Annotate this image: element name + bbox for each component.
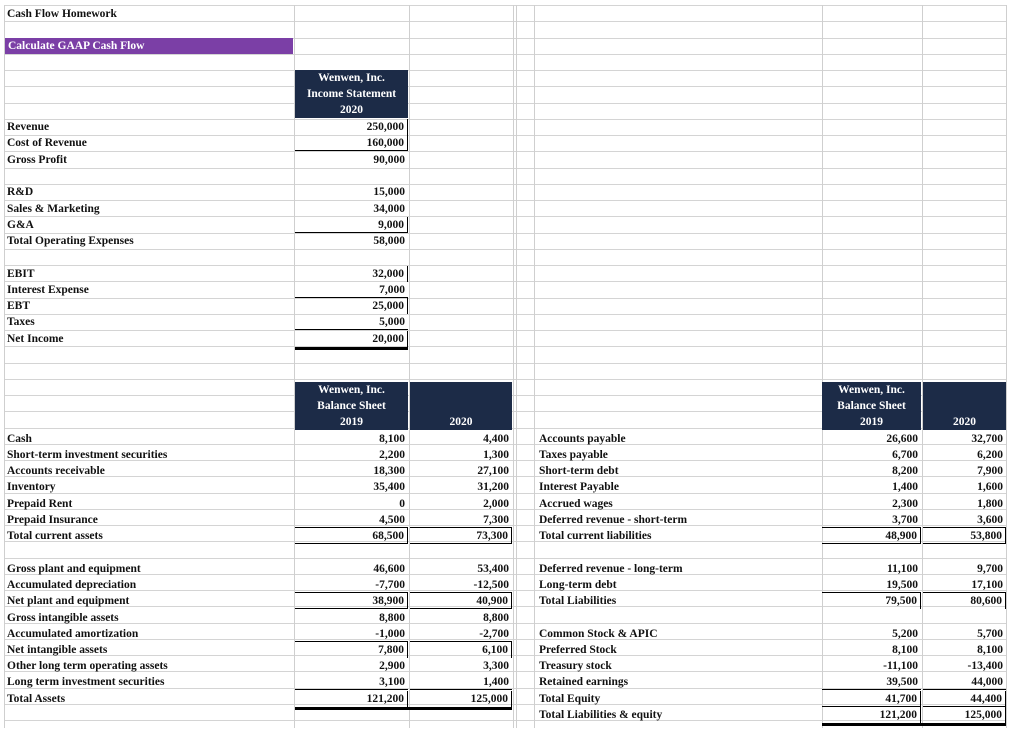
bs-asset-2020-net-ppe[interactable]: 40,900 <box>410 593 512 609</box>
bs-asset-2019-prepaid-insurance[interactable]: 4,500 <box>295 512 408 528</box>
bs-liab-2019-st-debt[interactable]: 8,200 <box>892 465 918 477</box>
bs-liab-label-deferred-lt: Deferred revenue - long-term <box>539 563 683 575</box>
is-label-cost-of-revenue: Cost of Revenue <box>7 137 87 149</box>
bs-assets-blank-header-2 <box>410 398 512 414</box>
bs-liab-2019-deferred-lt[interactable]: 11,100 <box>887 563 918 575</box>
bs-liab-2020-interest-payable[interactable]: 1,600 <box>977 481 1003 493</box>
bs-assets-company-header: Wenwen, Inc. <box>295 382 408 398</box>
is-value-interest-expense[interactable]: 7,000 <box>295 282 408 298</box>
bs-asset-2020-inventory[interactable]: 31,200 <box>477 481 509 493</box>
bs-asset-2019-net-ppe[interactable]: 38,900 <box>295 593 408 609</box>
bs-eq-label-common-stock: Common Stock & APIC <box>539 628 658 640</box>
bs-asset-2020-receivable[interactable]: 27,100 <box>477 465 509 477</box>
bs-liab-2019-taxes-payable[interactable]: 6,700 <box>892 449 918 461</box>
bs-liab-2020-deferred-lt[interactable]: 9,700 <box>977 563 1003 575</box>
bs-eq-label-total-equity: Total Equity <box>539 693 601 705</box>
bs-assets-year-2019-header: 2019 <box>295 414 408 430</box>
bs-eq-2019-treasury-stock[interactable]: -11,100 <box>883 660 918 672</box>
is-label-sales-marketing: Sales & Marketing <box>7 203 100 215</box>
bs-eq-label-retained-earnings: Retained earnings <box>539 676 629 688</box>
bs-assets-title-header: Balance Sheet <box>295 398 408 414</box>
bs-asset-2020-cash[interactable]: 4,400 <box>483 433 509 445</box>
bs-asset-label-acc-depreciation: Accumulated depreciation <box>7 579 137 591</box>
is-label-ebit: EBIT <box>7 268 35 280</box>
bs-asset-2020-acc-depreciation[interactable]: -12,500 <box>410 577 512 593</box>
bs-liab-year-2020-header: 2020 <box>923 414 1006 430</box>
bs-liab-2019-deferred-st[interactable]: 3,700 <box>822 512 921 528</box>
bs-liab-label-accrued-wages: Accrued wages <box>539 498 613 510</box>
bs-asset-label-net-intangible: Net intangible assets <box>7 644 108 656</box>
bs-eq-2020-common-stock[interactable]: 5,700 <box>977 628 1003 640</box>
bs-asset-2020-lt-investments[interactable]: 1,400 <box>410 674 512 690</box>
net-income-double-rule <box>295 347 408 350</box>
bs-asset-2019-receivable[interactable]: 18,300 <box>373 465 405 477</box>
bs-asset-2019-inventory[interactable]: 35,400 <box>373 481 405 493</box>
bs-asset-label-gross-intangible: Gross intangible assets <box>7 612 119 624</box>
bs-asset-2019-prepaid-rent[interactable]: 0 <box>399 498 405 510</box>
bs-asset-2019-cash[interactable]: 8,100 <box>379 433 405 445</box>
bs-liab-2019-interest-payable[interactable]: 1,400 <box>892 481 918 493</box>
bs-liab-label-accounts-payable: Accounts payable <box>539 433 626 445</box>
is-label-ga: G&A <box>7 219 34 231</box>
bs-liab-2020-accounts-payable[interactable]: 32,700 <box>971 433 1003 445</box>
total-liab-equity-double-rule <box>822 723 1006 726</box>
income-statement-year-header: 2020 <box>295 102 408 118</box>
bs-asset-label-total-current: Total current assets <box>7 530 103 542</box>
bs-liab-label-lt-debt: Long-term debt <box>539 579 617 591</box>
bs-liab-2020-total-current[interactable]: 53,800 <box>923 528 1006 544</box>
bs-liab-2020-deferred-st[interactable]: 3,600 <box>923 512 1006 528</box>
bs-eq-label-preferred-stock: Preferred Stock <box>539 644 617 656</box>
bs-liab-2020-accrued-wages[interactable]: 1,800 <box>977 498 1003 510</box>
bs-eq-2019-total-equity[interactable]: 41,700 <box>822 691 921 707</box>
bs-asset-2019-net-intangible[interactable]: 7,800 <box>295 642 408 658</box>
bs-eq-2020-total-liab-equity[interactable]: 125,000 <box>923 707 1006 723</box>
bs-asset-label-prepaid-rent: Prepaid Rent <box>7 498 73 510</box>
bs-eq-label-total-liab-equity: Total Liabilities & equity <box>539 709 663 721</box>
is-value-cost-of-revenue[interactable]: 160,000 <box>295 135 408 151</box>
bs-liab-blank-header-1 <box>923 382 1006 398</box>
bs-asset-2020-total-current[interactable]: 73,300 <box>410 528 512 544</box>
bs-liab-2019-total-liabilities[interactable]: 79,500 <box>822 593 921 609</box>
bs-assets-blank-header-1 <box>410 382 512 398</box>
bs-asset-label-st-investments: Short-term investment securities <box>7 449 168 461</box>
bs-asset-2020-prepaid-insurance[interactable]: 7,300 <box>410 512 512 528</box>
is-label-taxes: Taxes <box>7 316 35 328</box>
income-statement-company-header: Wenwen, Inc. <box>295 70 408 86</box>
income-statement-title-header: Income Statement <box>295 86 408 102</box>
bs-eq-2019-total-liab-equity[interactable]: 121,200 <box>822 707 921 723</box>
is-label-total-opex: Total Operating Expenses <box>7 235 134 247</box>
bs-eq-2020-total-equity[interactable]: 44,400 <box>923 691 1006 707</box>
bs-asset-2019-total-current[interactable]: 68,500 <box>295 528 408 544</box>
bs-liab-2020-total-liabilities[interactable]: 80,600 <box>923 593 1006 609</box>
is-value-gross-profit[interactable]: 90,000 <box>373 154 405 166</box>
bs-liab-2020-lt-debt[interactable]: 17,100 <box>923 577 1006 593</box>
bs-liab-label-total-current: Total current liabilities <box>539 530 652 542</box>
bs-liab-title-header: Balance Sheet <box>822 398 921 414</box>
section-label[interactable]: Calculate GAAP Cash Flow <box>5 38 293 54</box>
bs-asset-label-total-assets: Total Assets <box>7 693 66 705</box>
is-label-net-income: Net Income <box>7 333 64 345</box>
is-label-interest-expense: Interest Expense <box>7 284 89 296</box>
is-value-ga[interactable]: 9,000 <box>295 217 408 233</box>
bs-eq-2020-treasury-stock[interactable]: -13,400 <box>967 660 1003 672</box>
bs-assets-year-2020-header: 2020 <box>410 414 512 430</box>
bs-asset-2019-gross-intangible[interactable]: 8,800 <box>379 612 405 624</box>
is-value-sales-marketing[interactable]: 34,000 <box>373 203 405 215</box>
bs-asset-label-acc-amortization: Accumulated amortization <box>7 628 139 640</box>
bs-eq-2019-preferred-stock[interactable]: 8,100 <box>892 644 918 656</box>
bs-liab-label-total-liabilities: Total Liabilities <box>539 595 617 607</box>
bs-asset-2019-st-investments[interactable]: 2,200 <box>379 449 405 461</box>
bs-liab-2020-st-debt[interactable]: 7,900 <box>977 465 1003 477</box>
bs-liab-label-st-debt: Short-term debt <box>539 465 619 477</box>
is-label-revenue: Revenue <box>7 121 50 133</box>
is-value-revenue[interactable]: 250,000 <box>295 119 408 135</box>
bs-asset-2020-net-intangible[interactable]: 6,100 <box>410 642 512 658</box>
bs-eq-2019-common-stock[interactable]: 5,200 <box>892 628 918 640</box>
bs-asset-2020-gross-intangible[interactable]: 8,800 <box>483 612 509 624</box>
is-value-taxes[interactable]: 5,000 <box>295 314 408 330</box>
bs-asset-label-lt-investments: Long term investment securities <box>7 676 165 688</box>
bs-asset-2020-acc-amortization[interactable]: -2,700 <box>410 626 512 642</box>
bs-asset-2020-total-assets[interactable]: 125,000 <box>410 691 512 707</box>
is-label-gross-profit: Gross Profit <box>7 154 67 166</box>
bs-liab-label-taxes-payable: Taxes payable <box>539 449 608 461</box>
bs-liab-2019-total-current[interactable]: 48,900 <box>822 528 921 544</box>
is-value-ebit[interactable]: 32,000 <box>295 266 408 282</box>
is-value-ebt[interactable]: 25,000 <box>295 298 408 314</box>
bs-asset-2020-prepaid-rent[interactable]: 2,000 <box>483 498 509 510</box>
is-label-ebt: EBT <box>7 300 31 312</box>
bs-liab-2019-accounts-payable[interactable]: 26,600 <box>886 433 918 445</box>
bs-eq-2020-preferred-stock[interactable]: 8,100 <box>977 644 1003 656</box>
bs-liab-2019-lt-debt[interactable]: 19,500 <box>822 577 921 593</box>
bs-liab-year-2019-header: 2019 <box>822 414 921 430</box>
bs-asset-label-gross-ppe: Gross plant and equipment <box>7 563 141 575</box>
is-value-net-income[interactable]: 20,000 <box>295 331 408 347</box>
bs-eq-2020-retained-earnings[interactable]: 44,000 <box>923 674 1006 690</box>
bs-eq-label-treasury-stock: Treasury stock <box>539 660 612 672</box>
bs-liab-company-header: Wenwen, Inc. <box>822 382 921 398</box>
bs-asset-2019-other-lt-operating[interactable]: 2,900 <box>379 660 405 672</box>
is-value-total-opex[interactable]: 58,000 <box>373 235 405 247</box>
bs-asset-2020-other-lt-operating[interactable]: 3,300 <box>483 660 509 672</box>
bs-asset-2020-gross-ppe[interactable]: 53,400 <box>477 563 509 575</box>
bs-asset-2019-total-assets[interactable]: 121,200 <box>295 691 408 707</box>
bs-asset-label-prepaid-insurance: Prepaid Insurance <box>7 514 98 526</box>
bs-liab-2019-accrued-wages[interactable]: 2,300 <box>892 498 918 510</box>
bs-asset-2019-acc-depreciation[interactable]: -7,700 <box>295 577 408 593</box>
is-value-rd[interactable]: 15,000 <box>373 186 405 198</box>
bs-asset-2019-lt-investments[interactable]: 3,100 <box>295 674 408 690</box>
bs-asset-label-net-ppe: Net plant and equipment <box>7 595 130 607</box>
bs-eq-2019-retained-earnings[interactable]: 39,500 <box>822 674 921 690</box>
bs-asset-label-cash: Cash <box>7 433 32 445</box>
bs-liab-label-interest-payable: Interest Payable <box>539 481 619 493</box>
is-label-rd: R&D <box>7 186 34 198</box>
bs-asset-label-inventory: Inventory <box>7 481 56 493</box>
bs-liab-label-deferred-st: Deferred revenue - short-term <box>539 514 688 526</box>
bs-asset-2019-gross-ppe[interactable]: 46,600 <box>373 563 405 575</box>
bs-asset-2019-acc-amortization[interactable]: -1,000 <box>295 626 408 642</box>
sheet-title: Cash Flow Homework <box>7 8 117 20</box>
bs-asset-2020-st-investments[interactable]: 1,300 <box>483 449 509 461</box>
bs-asset-label-receivable: Accounts receivable <box>7 465 105 477</box>
total-assets-double-rule <box>295 707 512 710</box>
bs-asset-label-other-lt-operating: Other long term operating assets <box>7 660 168 672</box>
bs-liab-2020-taxes-payable[interactable]: 6,200 <box>977 449 1003 461</box>
bs-liab-blank-header-2 <box>923 398 1006 414</box>
